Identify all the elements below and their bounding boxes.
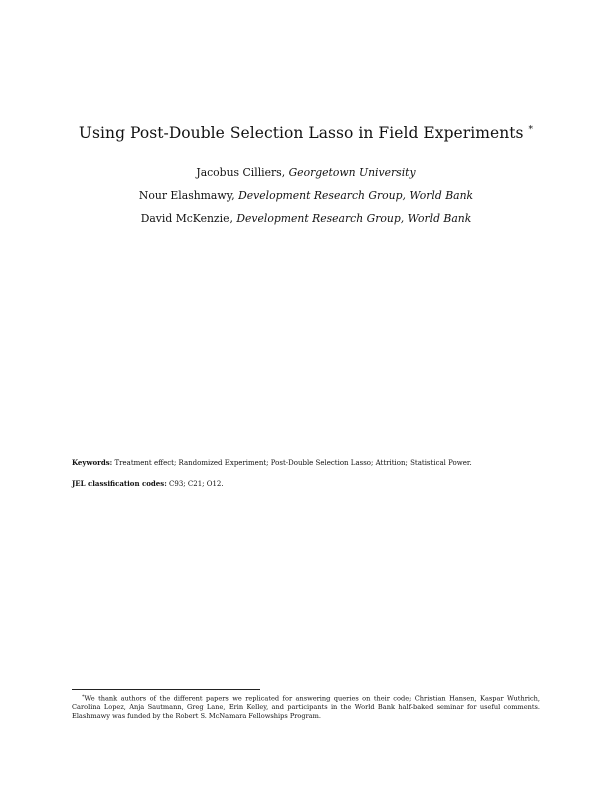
author-affiliation: Georgetown University <box>288 166 416 179</box>
paper-title-text: Using Post-Double Selection Lasso in Field Experiments <box>78 124 524 142</box>
keywords-text: Treatment effect; Randomized Experiment; Post-Double Selection Lasso; Attrition; Statistical Power. <box>114 459 472 467</box>
author-line-2 <box>0 189 612 202</box>
jel-text: C93; C21; O12. <box>169 480 224 488</box>
author-name: Nour Elashmawy, <box>138 189 235 202</box>
keywords-line <box>72 458 542 467</box>
footnote-divider <box>72 689 260 690</box>
author-name: David McKenzie, <box>140 212 233 225</box>
footnote-text: We thank authors of the different papers we replicated for answering queries on their code; Christian Hansen, Kaspar Wuthrich, Carolina Lopez, Anja Sautmann, Greg Lane, Erin Kelley, and participants in the World Bank half-baked seminar for useful comments. Elashmawy was funded by the Robert S. McNamara Fellowships Program. <box>72 694 540 720</box>
keywords-label: Keywords: <box>72 458 113 467</box>
author-name: Jacobus Cilliers, <box>196 166 286 179</box>
acknowledgement-footnote <box>72 693 540 720</box>
author-affiliation: Development Research Group, World Bank <box>236 212 472 225</box>
paper-title <box>0 124 612 142</box>
jel-codes-line <box>72 479 542 488</box>
author-line-3 <box>0 212 612 225</box>
footnote-mark: * <box>82 694 85 700</box>
author-affiliation: Development Research Group, World Bank <box>238 189 474 202</box>
author-line-1 <box>0 166 612 179</box>
jel-label: JEL classification codes: <box>72 479 167 488</box>
title-footnote-mark: * <box>528 125 534 135</box>
